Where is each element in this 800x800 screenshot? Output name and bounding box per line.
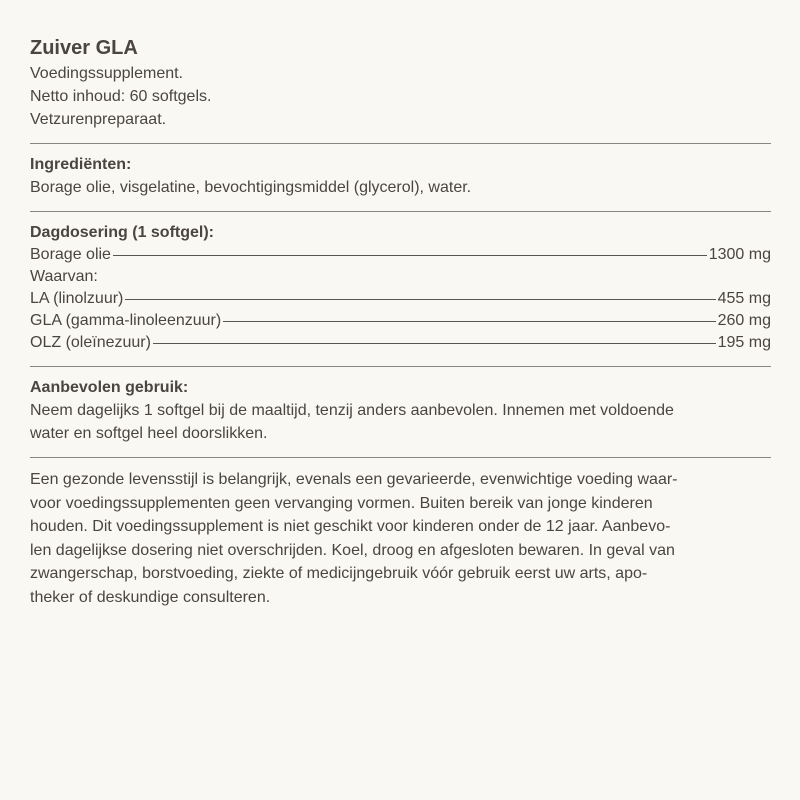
divider — [30, 211, 771, 212]
dosage-row — [30, 310, 771, 332]
dosage-name: Borage olie — [30, 246, 111, 263]
dosage-subheading — [30, 266, 771, 288]
dosage-amount: 195 mg — [717, 334, 771, 351]
dosage-heading: Dagdosering (1 softgel): — [30, 224, 215, 241]
divider — [30, 366, 771, 367]
dosage-name: GLA (gamma-linoleenzuur) — [30, 312, 222, 329]
divider — [30, 457, 771, 458]
product-line: Vetzurenpreparaat. — [30, 111, 167, 128]
ingredients-text: Borage olie, visgelatine, bevochtigingsmiddel (glycerol), water. — [30, 179, 472, 196]
notice-line: voor voedingssupplementen geen vervanging vormen. Buiten bereik van jonge kinderen — [30, 494, 653, 512]
dosage-row — [30, 332, 771, 354]
usage-heading: Aanbevolen gebruik: — [30, 379, 189, 396]
dosage-name: LA (linolzuur) — [30, 290, 124, 307]
dosage-row — [30, 244, 771, 266]
dosage-section — [30, 222, 771, 354]
usage-line: water en softgel heel doorslikken. — [30, 425, 268, 442]
ingredients-heading: Ingrediënten: — [30, 156, 132, 173]
dosage-amount: 260 mg — [717, 312, 771, 329]
dosage-row — [30, 288, 771, 310]
label-text — [30, 34, 771, 609]
dosage-leader-line — [125, 299, 715, 300]
dosage-subheading-text: Waarvan: — [30, 268, 98, 285]
dosage-name: OLZ (oleïnezuur) — [30, 334, 151, 351]
product-header — [30, 34, 771, 131]
usage-line: Neem dagelijks 1 softgel bij de maaltijd, tenzij anders aanbevolen. Innemen met voldoende — [30, 402, 674, 419]
product-line: Netto inhoud: 60 softgels. — [30, 88, 212, 105]
dosage-leader-line — [113, 255, 707, 256]
dosage-leader-line — [153, 343, 716, 344]
notice-line: theker of deskundige consulteren. — [30, 588, 271, 606]
notice-line: len dagelijkse dosering niet overschrijden. Koel, droog en afgesloten bewaren. In geval van — [30, 541, 675, 559]
dosage-amount: 1300 mg — [708, 246, 771, 263]
notice-section — [30, 468, 771, 609]
dosage-amount: 455 mg — [717, 290, 771, 307]
divider — [30, 143, 771, 144]
dosage-leader-line — [223, 321, 715, 322]
notice-line: Een gezonde levensstijl is belangrijk, evenals een gevarieerde, evenwichtige voeding waar- — [30, 471, 678, 488]
product-title: Zuiver GLA — [30, 37, 138, 59]
product-line: Voedingssupplement. — [30, 65, 183, 82]
notice-line: zwangerschap, borstvoeding, ziekte of medicijngebruik vóór gebruik eerst uw arts, apo- — [30, 565, 648, 582]
notice-line: houden. Dit voedingssupplement is niet geschikt voor kinderen onder de 12 jaar. Aanbevo- — [30, 518, 671, 535]
ingredients-section — [30, 154, 771, 199]
usage-section — [30, 377, 771, 445]
